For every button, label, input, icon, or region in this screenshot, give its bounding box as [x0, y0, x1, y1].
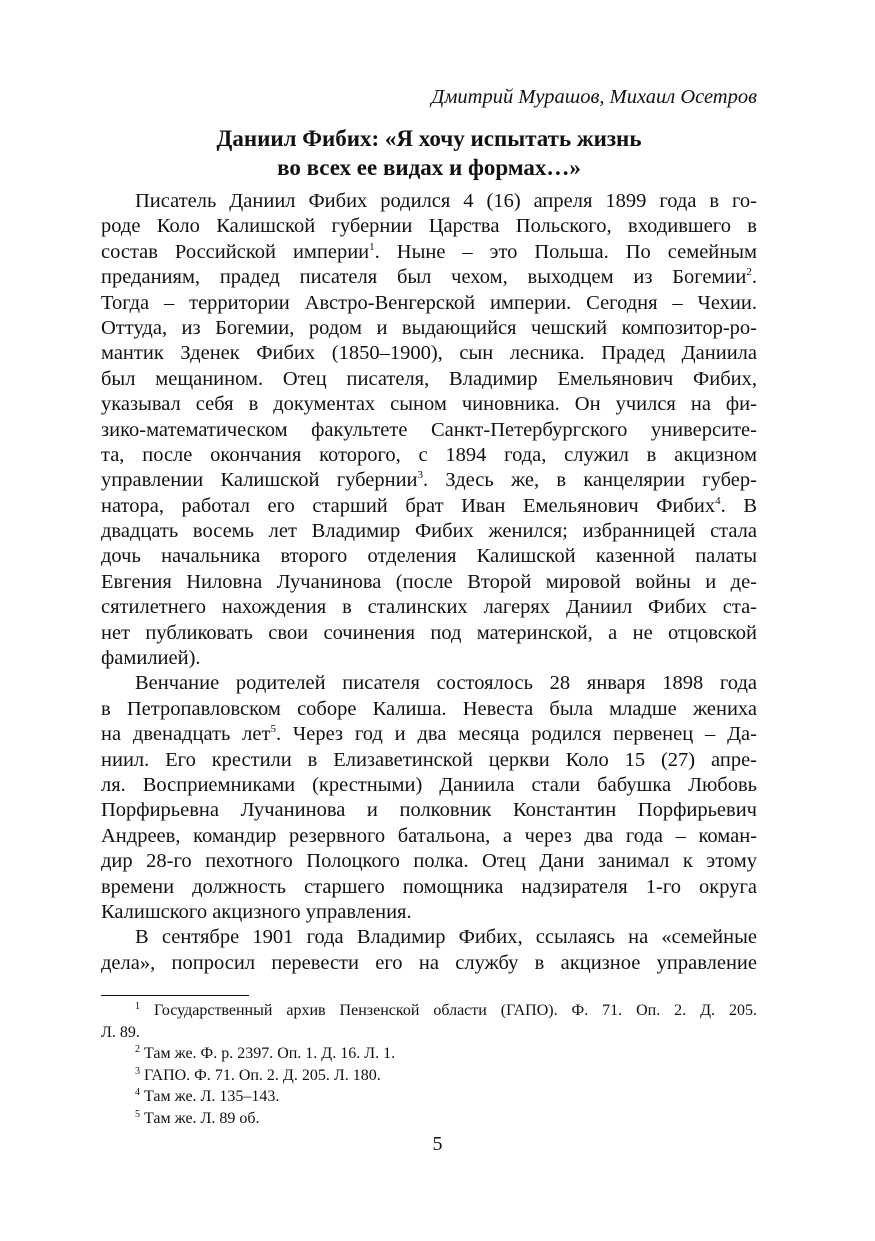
text-line: дир 28-го пехотного Полоцкого полка. Отец Дани занимал к этому [101, 850, 757, 873]
footnote-ref[interactable]: 3 [417, 469, 424, 482]
text-line: Венчание родителей писателя состоялось 28 января 1898 года [135, 672, 757, 695]
footnote-ref[interactable]: 1 [369, 240, 375, 253]
chapter-title-line: во всех ее видах и формах…» [277, 155, 581, 180]
text-line: Порфирьевна Лучанинова и полковник Константин Порфирьевич [101, 799, 757, 822]
text-line: в Петропавловском соборе Калиша. Невеста была младше жениха [101, 697, 757, 720]
footnote-number: 4 [135, 1087, 140, 1098]
body-text [101, 189, 757, 976]
text-line: Андреев, командир резервного батальона, а через два года – коман- [101, 824, 757, 847]
text-line: был мещанином. Отец писателя, Владимир Емельянович Фибих, [101, 367, 757, 390]
text-line: Евгения Ниловна Лучанинова (после Второй мировой войны и де- [101, 570, 757, 593]
footnote-item-continuation: Л. 89. [101, 1023, 140, 1041]
chapter-title-line: Даниил Фибих: «Я хочу испытать жизнь [216, 126, 642, 151]
footnote-item: $^5$ Там же. Л. 89 об. [135, 1108, 260, 1127]
text-line: та, после окончания которого, с 1894 года, служил в акцизном [101, 443, 757, 466]
text-line: времени должность старшего помощника надзирателя 1-го округа [101, 875, 757, 898]
text-line: указывал себя в документах сыном чиновника. Он учился на фи- [101, 393, 757, 416]
footnote-item: $^1$ Государственный архив Пензенской области (ГАПО). Ф. 71. Оп. 2. Д. 205. [135, 1001, 758, 1019]
text-line: на двенадцать лет$^5$. Через год и два месяца родился первенец – Да- [101, 723, 757, 746]
text-line: Калишского акцизного управления. [101, 900, 412, 923]
text-line: Тогда – территории Австро-Венгерской империи. Сегодня – Чехии. [101, 291, 757, 314]
footnotes [101, 1000, 757, 1129]
text-line: натора, работал его старший брат Иван Емельянович Фибих$^4$. В [101, 494, 757, 517]
text-line: состав Российской империи$^1$. Ныне – это Польша. По семейным [101, 240, 757, 263]
text-line: преданиям, прадед писателя был чехом, выходцем из Богемии$^2$. [101, 266, 757, 289]
footnote-item: $^2$ Там же. Ф. р. 2397. Оп. 1. Д. 16. Л. 1. [135, 1044, 396, 1062]
text-line: ниил. Его крестили в Елизаветинской церкви Коло 15 (27) апре- [101, 748, 757, 771]
running-header-authors: Дмитрий Мурашов, Михаил Осетров [431, 86, 757, 108]
footnote-number: 1 [135, 1001, 140, 1012]
text-line: Писатель Даниил Фибих родился 4 (16) апреля 1899 года в го- [135, 190, 757, 212]
text-line: управлении Калишской губернии$^3$. Здесь же, в канцелярии губер- [101, 469, 757, 492]
text-line: роде Коло Калишской губернии Царства Польского, входившего в [101, 215, 757, 238]
footnote-ref[interactable]: 5 [270, 723, 276, 736]
footnote-number: 2 [135, 1044, 140, 1055]
footnote-separator [101, 995, 249, 996]
footnote-number: 3 [135, 1065, 140, 1077]
text-line: нет публиковать свои сочинения под материнской, а не отцовской [101, 621, 757, 644]
footnote-ref[interactable]: 4 [715, 494, 721, 507]
chapter-title [100, 124, 758, 182]
text-line: зико-математическом факультете Санкт-Петербургского университе- [101, 418, 757, 441]
text-line: ля. Восприемниками (крестными) Даниила стали бабушка Любовь [101, 773, 757, 796]
page-number: 5 [432, 1133, 443, 1155]
footnote-ref[interactable]: 2 [746, 266, 752, 279]
text-line: сятилетнего нахождения в сталинских лагерях Даниил Фибих ста- [101, 596, 757, 619]
footnote-number: 5 [135, 1108, 140, 1120]
text-line: мантик Зденек Фибих (1850–1900), сын лесника. Прадед Даниила [101, 342, 757, 365]
text-line: В сентябре 1901 года Владимир Фибих, ссылаясь на «семейные [135, 926, 757, 949]
text-line: Оттуда, из Богемии, родом и выдающийся чешский композитор-ро- [101, 316, 757, 339]
text-line: дела», попросил перевести его на службу в акцизное управление [101, 951, 757, 974]
text-line: фамилией). [101, 647, 201, 670]
footnote-item: $^3$ ГАПО. Ф. 71. Оп. 2. Д. 205. Л. 180. [135, 1065, 381, 1084]
text-line: двадцать восемь лет Владимир Фибих женился; избранницей стала [101, 520, 757, 543]
text-line: дочь начальника второго отделения Калишской казенной палаты [101, 545, 757, 568]
footnote-item: $^4$ Там же. Л. 135–143. [135, 1087, 280, 1105]
